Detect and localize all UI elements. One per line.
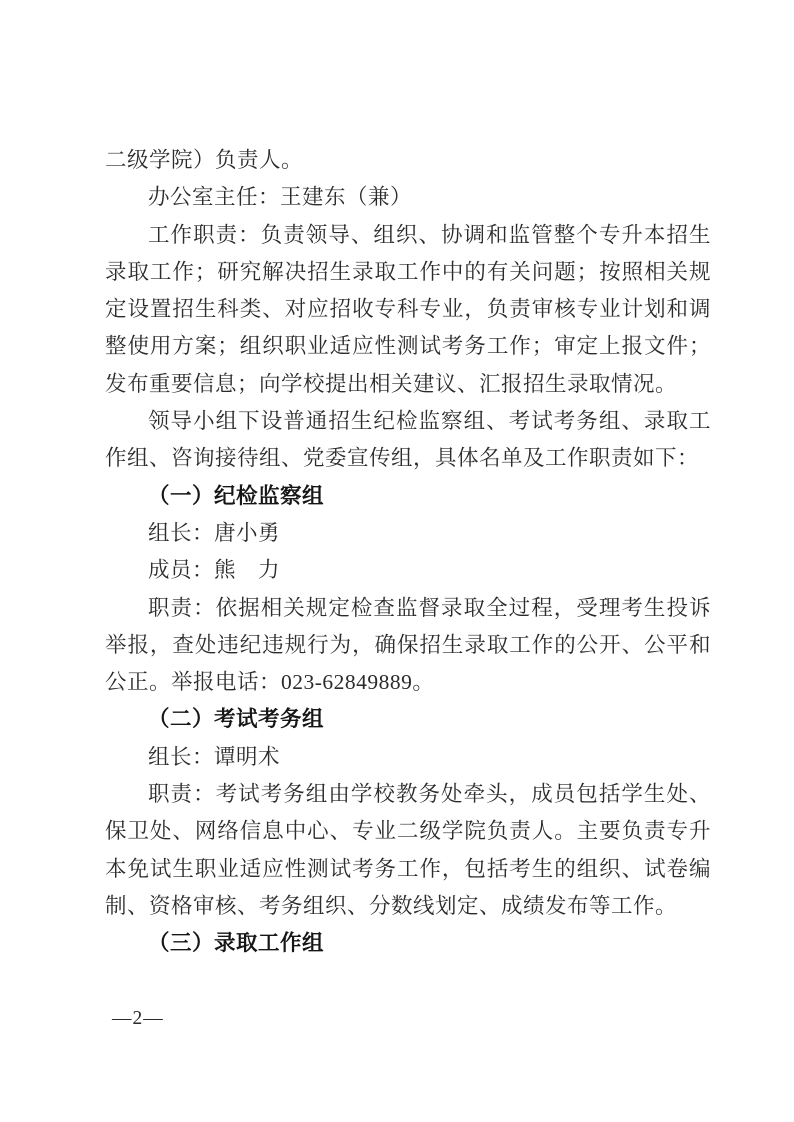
body-paragraph: 领导小组下设普通招生纪检监察组、考试考务组、录取工作组、咨询接待组、党委宣传组，具体名单及工作职责如下： bbox=[105, 409, 711, 471]
body-paragraph: 成员：熊 力 bbox=[148, 558, 281, 583]
body-paragraph: 办公室主任：王建东（兼） bbox=[148, 185, 413, 210]
section-heading: （一）纪检监察组 bbox=[148, 483, 325, 508]
body-paragraph: 二级学院）负责人。 bbox=[105, 148, 304, 172]
page-number: —2— bbox=[112, 1008, 164, 1029]
section-heading: （二）考试考务组 bbox=[148, 707, 325, 732]
body-paragraph: 工作职责：负责领导、组织、协调和监管整个专升本招生录取工作；研究解决招生录取工作中的有关问题；按照相关规定设置招生科类、对应招收专科专业，负责审核专业计划和调整使用方案；组织职业适应性测试考务工作；审定上报文件；发布重要信息；向学校提出相关建议、汇报招生录取情况。 bbox=[105, 222, 711, 396]
document-body bbox=[105, 142, 711, 963]
section-heading: （三）录取工作组 bbox=[148, 931, 325, 956]
body-paragraph: 职责：依据相关规定检查监督录取全过程，受理考生投诉举报，查处违纪违规行为，确保招生录取工作的公开、公平和公正。举报电话：023-62849889。 bbox=[105, 595, 711, 695]
body-paragraph: 组长：唐小勇 bbox=[148, 520, 281, 545]
body-paragraph: 职责：考试考务组由学校教务处牵头，成员包括学生处、保卫处、网络信息中心、专业二级学院负责人。主要负责专升本免试生职业适应性测试考务工作，包括考生的组织、试卷编制、资格审核、考务组织、分数线划定、成绩发布等工作。 bbox=[105, 782, 711, 918]
body-paragraph: 组长：谭明术 bbox=[148, 744, 281, 769]
